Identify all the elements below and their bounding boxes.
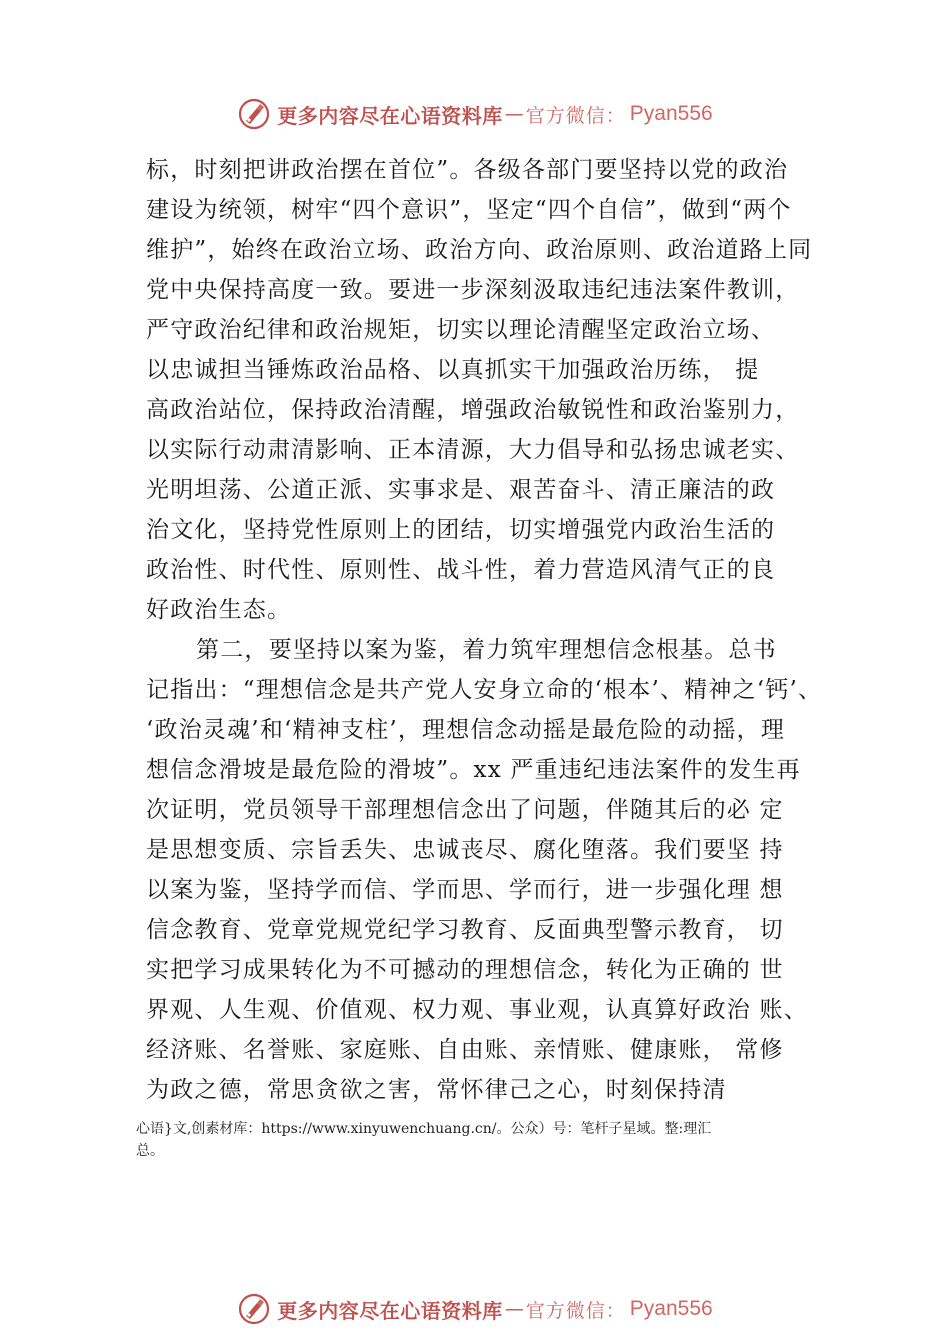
- text-line: ‘政治灵魂’和‘精神支柱’，理想信念动摇是最危险的动摇，理: [146, 717, 786, 743]
- paragraph-start-line: 第二，要坚持以案为鉴，着力筑牢理想信念根基。总书: [196, 637, 777, 663]
- text-line: 实把学习成果转化为不可撼动的理想信念，转化为正确的 世: [146, 957, 784, 983]
- text-line: 建设为统领，树牢“四个意识”，坚定“四个自信”，做到“两个: [146, 197, 792, 223]
- text-line: 光明坦荡、公道正派、实事求是、艰苦奋斗、清正廉洁的政: [146, 477, 776, 503]
- text-line: 次证明，党员领导干部理想信念出了问题，伴随其后的必 定: [146, 797, 784, 823]
- banner-separator: —: [504, 103, 524, 125]
- text-line: 严守政治纪律和政治规矩，切实以理论清醒坚定政治立场、: [146, 317, 776, 343]
- document-body: [146, 150, 836, 1110]
- banner-wechat-id: Pyan556: [629, 1297, 713, 1320]
- text-line: 以忠诚担当锤炼政治品格、以真抓实干加强政治历练， 提: [146, 357, 760, 383]
- source-footnote: [136, 1118, 836, 1162]
- text-line: 政治性、时代性、原则性、战斗性，着力营造风清气正的良: [146, 557, 776, 583]
- banner-wechat-label: 官方微信：: [525, 1299, 626, 1322]
- banner-wechat-label: 官方微信：: [525, 104, 626, 127]
- text-line: 以实际行动肃清影响、正本清源，大力倡导和弘扬忠诚老实、: [146, 437, 800, 463]
- text-line: 标，时刻把讲政治摆在首位”。各级各部门要坚持以党的政治: [146, 157, 789, 183]
- banner-title: 更多内容尽在心语资料库: [277, 1298, 503, 1323]
- text-line: 是思想变质、宗旨丢失、忠诚丧尽、腐化堕落。我们要坚 持: [146, 837, 784, 863]
- text-line: 界观、人生观、价值观、权力观、事业观，认真算好政治 账、: [146, 997, 808, 1023]
- header-banner: [0, 92, 950, 136]
- banner-wechat-id: Pyan556: [629, 102, 713, 125]
- footnote-line: 总。: [136, 1143, 164, 1159]
- text-line: 党中央保持高度一致。要进一步深刻汲取违纪违法案件教训，: [146, 277, 800, 303]
- footnote-line: 心语}文,创素材库：https://www.xinyuwenchuang.cn/。公众）号：笔杆子星域。整:理汇: [136, 1121, 712, 1137]
- banner-title: 更多内容尽在心语资料库: [277, 103, 503, 128]
- text-line: 高政治站位，保持政治清醒，增强政治敏锐性和政治鉴别力，: [146, 397, 800, 423]
- text-line: 记指出：“理想信念是共产党人安身立命的‘根本’、精神之‘钙’、: [146, 677, 823, 703]
- text-line: 维护”，始终在政治立场、政治方向、政治原则、政治道路上同: [146, 237, 813, 263]
- text-line: 以案为鉴，坚持学而信、学而思、学而行，进一步强化理 想: [146, 877, 784, 903]
- pen-nib-logo-icon: [237, 97, 271, 131]
- pen-nib-logo-icon: [237, 1292, 271, 1326]
- text-line: 经济账、名誉账、家庭账、自由账、亲情账、健康账， 常修: [146, 1037, 784, 1063]
- text-line: 信念教育、党章党规党纪学习教育、反面典型警示教育， 切: [146, 917, 784, 943]
- text-line: 想信念滑坡是最危险的滑坡”。xx 严重违纪违法案件的发生再: [146, 757, 801, 783]
- footer-banner: [0, 1287, 950, 1331]
- text-line: 为政之德，常思贪欲之害，常怀律己之心，时刻保持清: [146, 1077, 727, 1103]
- text-line: 好政治生态。: [146, 597, 292, 623]
- banner-separator: —: [504, 1298, 524, 1320]
- text-line: 治文化，坚持党性原则上的团结，切实增强党内政治生活的: [146, 517, 776, 543]
